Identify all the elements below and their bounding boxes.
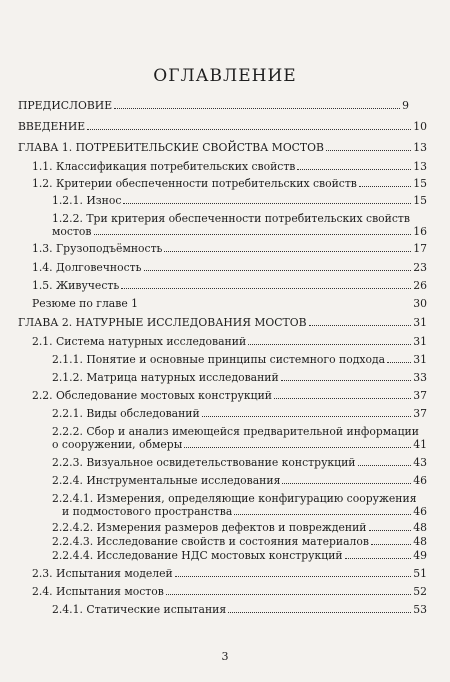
toc-entry xyxy=(52,492,427,518)
toc-entry-text: Резюме по главе 1 xyxy=(32,297,139,310)
toc-entry-page: 48 xyxy=(413,535,427,548)
toc-entry xyxy=(52,212,427,238)
toc-entry-text: и подмостового пространства xyxy=(62,505,233,518)
toc-entry xyxy=(18,120,427,133)
toc-entry-text: 2.4. Испытания мостов xyxy=(32,585,164,598)
toc-entry xyxy=(52,194,427,207)
toc-entry xyxy=(32,335,427,348)
toc-entry-text: 2.2.4.4. Исследование НДС мостовых конструкций xyxy=(52,549,343,562)
toc-entry-text: мостов xyxy=(52,225,92,238)
toc-entry-page: 37 xyxy=(413,407,427,420)
toc-entry xyxy=(32,297,427,310)
toc-entry-text: 2.2. Обследование мостовых конструкций xyxy=(32,389,272,402)
toc-entry xyxy=(52,521,427,534)
toc-entry-text: о сооружении, обмеры xyxy=(52,438,183,451)
toc-entry-text: 2.1.2. Матрица натурных исследований xyxy=(52,371,279,384)
toc-entry-page: 31 xyxy=(413,353,427,366)
toc-entry-text: ПРЕДИСЛОВИЕ xyxy=(18,99,113,112)
toc-entry xyxy=(18,141,427,154)
toc-entry-page: 13 xyxy=(413,160,427,173)
toc-entry xyxy=(32,177,427,190)
toc-entry-text: 1.5. Живучесть xyxy=(32,279,120,292)
toc-entry-text-line1: 2.2.4.1. Измерения, определяющие конфигурацию сооружения xyxy=(52,492,417,505)
toc-entry-page: 52 xyxy=(413,585,427,598)
toc-entry-page: 31 xyxy=(413,335,427,348)
toc-entry-page: 10 xyxy=(413,120,427,133)
toc-entry xyxy=(32,261,427,274)
toc-entry xyxy=(52,456,427,469)
toc-entry-text: 2.2.3. Визуальное освидетельствование конструкций xyxy=(52,456,356,469)
toc-entry-text: 1.3. Грузоподъёмность xyxy=(32,242,163,255)
toc-entry-page: 37 xyxy=(413,389,427,402)
toc-entry xyxy=(52,425,427,451)
toc-entry-page: 26 xyxy=(413,279,427,292)
toc-entry-page: 17 xyxy=(413,242,427,255)
toc-entry-text: 2.2.4. Инструментальные исследования xyxy=(52,474,281,487)
toc-entry-page: 23 xyxy=(413,261,427,274)
toc-entry-text: 2.4.1. Статические испытания xyxy=(52,603,227,616)
toc-entry-page: 16 xyxy=(413,225,427,238)
toc-entry xyxy=(32,279,427,292)
toc-entry-page: 46 xyxy=(413,474,427,487)
toc-entry-page: 53 xyxy=(413,603,427,616)
toc-entry xyxy=(52,371,427,384)
toc-entry-text: 2.2.4.2. Измерения размеров дефектов и повреждений xyxy=(52,521,367,534)
toc-entry-text: ГЛАВА 2. НАТУРНЫЕ ИССЛЕДОВАНИЯ МОСТОВ xyxy=(18,316,307,329)
toc-entry-text: 2.1. Система натурных исследований xyxy=(32,335,247,348)
page-title: ОГЛАВЛЕНИЕ xyxy=(153,66,297,86)
toc-entry xyxy=(52,603,427,616)
toc-entry xyxy=(52,353,427,366)
toc-entry xyxy=(32,160,427,173)
toc-entry-page: 41 xyxy=(413,438,427,451)
toc-entry-page: 33 xyxy=(413,371,427,384)
toc-entry-text-line1: 2.2.2. Сбор и анализ имеющейся предварительной информации xyxy=(52,425,419,438)
toc-entry xyxy=(32,242,427,255)
toc-entry-page: 46 xyxy=(413,505,427,518)
toc-entry-text: 1.2.1. Износ xyxy=(52,194,122,207)
toc-entry-text: 1.2. Критерии обеспеченности потребительских свойств xyxy=(32,177,357,190)
toc-entry xyxy=(18,99,409,112)
toc-entry xyxy=(52,549,427,562)
toc-entry xyxy=(52,535,427,548)
toc-entry-page: 31 xyxy=(413,316,427,329)
toc-entry xyxy=(18,316,427,329)
toc-entry xyxy=(32,389,427,402)
toc-entry-page: 51 xyxy=(413,567,427,580)
toc-entry-page: 43 xyxy=(413,456,427,469)
toc-entry xyxy=(52,474,427,487)
toc-entry-text: 1.4. Долговечность xyxy=(32,261,142,274)
toc-entry-page: 9 xyxy=(402,99,409,112)
toc-entry xyxy=(32,585,427,598)
toc-entry-page: 48 xyxy=(413,521,427,534)
toc-entry-text: 2.2.1. Виды обследований xyxy=(52,407,200,420)
toc-entry-text: ВВЕДЕНИЕ xyxy=(18,120,86,133)
toc-entry xyxy=(32,567,427,580)
toc-entry xyxy=(52,407,427,420)
toc-entry-text: 2.2.4.3. Исследование свойств и состояния материалов xyxy=(52,535,369,548)
toc-entry-text: ГЛАВА 1. ПОТРЕБИТЕЛЬСКИЕ СВОЙСТВА МОСТОВ xyxy=(18,141,324,154)
toc-entry-page: 15 xyxy=(413,177,427,190)
toc-entry-text-line1: 1.2.2. Три критерия обеспеченности потребительских свойств xyxy=(52,212,410,225)
toc-entry-text: 2.1.1. Понятие и основные принципы системного подхода xyxy=(52,353,386,366)
toc-entry-text: 2.3. Испытания моделей xyxy=(32,567,173,580)
toc-entry-page: 15 xyxy=(413,194,427,207)
toc-entry-page: 49 xyxy=(413,549,427,562)
toc-entry-page: 30 xyxy=(413,297,427,310)
toc-entry-page: 13 xyxy=(413,141,427,154)
page-number: 3 xyxy=(221,650,229,663)
toc-entry-text: 1.1. Классификация потребительских свойств xyxy=(32,160,296,173)
